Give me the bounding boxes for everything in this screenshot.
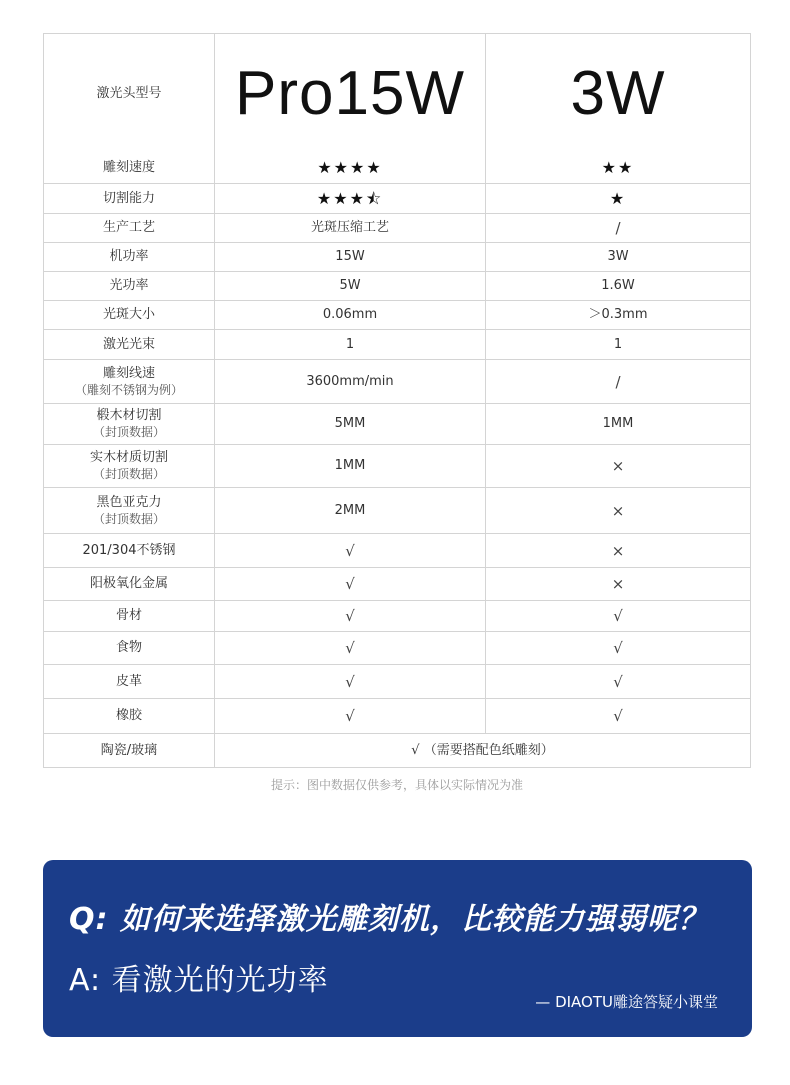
row-label: 椴木材切割 [96,408,162,423]
table-row [44,600,750,631]
pro15w-value: √ [215,534,486,567]
pro15w-value: 光斑压缩工艺 [215,214,486,242]
table-row [44,359,750,403]
pro15w-value: √ [215,568,486,600]
row-label-cell [44,153,215,183]
row-label-cell [44,601,215,631]
row-label: 光功率 [109,278,149,293]
3w-value: ★★ [601,158,635,177]
pro15w-value: 1 [215,330,486,359]
table-row [44,664,750,698]
table-row [44,183,750,213]
pro15w-value: √ [215,601,486,631]
row-label-cell [44,243,215,271]
table-row [44,300,750,329]
row-sublabel: （封顶数据） [92,511,165,526]
comparison-table [43,33,751,768]
model-3w: 3W [570,58,666,128]
disclaimer-note: 提示：图中数据仅供参考，具体以实际情况为准 [270,778,523,792]
table-row [44,153,750,183]
header-label: 激光头型号 [44,34,215,153]
3w-value: × [611,457,625,475]
answer-text: A: 看激光的光功率 [69,963,329,998]
row-label: 实木材质切割 [89,450,168,465]
pro15w-value: 15W [215,243,486,271]
pro15w-value: 5MM [215,404,486,444]
row-sublabel: （封顶数据） [92,425,165,439]
row-value-merged: √ （需要搭配色纸雕刻） [411,742,554,758]
qa-banner [43,860,752,1037]
row-label-cell [44,568,215,600]
pro15w-value: ★★★★ [215,153,486,183]
pro15w-value: √ [215,632,486,664]
3w-value: × [611,501,625,520]
row-label: 陶瓷/玻璃 [44,734,215,767]
row-label-cell [44,534,215,567]
row-label: 光斑大小 [102,307,155,322]
row-label-cell [44,445,215,487]
3w-value: √ [613,639,623,657]
row-label: 机功率 [109,249,149,264]
row-label-cell [44,184,215,213]
row-label: 黑色亚克力 [96,494,162,510]
3w-value: ★ [609,188,627,208]
row-label-cell [44,214,215,242]
pro15w-value: √ [215,699,486,733]
row-label: 生产工艺 [102,220,155,235]
table-row [44,567,750,600]
3w-value: √ [613,607,623,625]
row-label-cell [44,632,215,664]
question-text: Q: 如何来选择激光雕刻机，比较能力强弱呢？ [69,902,709,937]
row-label: 201/304不锈钢 [82,542,176,558]
row-sublabel: （雕刻不锈钢为例） [74,382,183,397]
ceramic-glass-row [44,733,750,767]
3w-value: √ [613,672,623,691]
3w-value: ＞0.3mm [588,307,648,322]
table-row [44,698,750,733]
row-label: 激光光束 [102,336,155,352]
3w-value: √ [613,707,623,725]
row-label-cell [44,272,215,300]
3w-value: 3W [607,249,629,264]
row-label-cell [44,699,215,733]
model-pro15w: Pro15W [215,34,486,153]
table-row [44,271,750,300]
table-row [44,444,750,487]
table-row [44,631,750,664]
pro15w-value: 2MM [215,488,486,533]
row-label: 阳极氧化金属 [89,576,168,591]
header-row [44,34,750,153]
row-label: 切割能力 [102,190,155,206]
pro15w-value: 5W [215,272,486,300]
row-label: 雕刻线速 [102,365,155,381]
table-row [44,213,750,242]
row-label: 雕刻速度 [102,160,155,175]
3w-value: 1.6W [601,278,635,293]
row-sublabel: （封顶数据） [92,467,165,481]
table-row [44,403,750,444]
row-label-cell [44,301,215,329]
row-label-cell [44,404,215,444]
row-label-cell [44,330,215,359]
table-row [44,242,750,271]
pro15w-value: 0.06mm [215,301,486,329]
signature: — DIAOTU雕途答疑小课堂 [535,993,718,1011]
pro15w-value: 1MM [215,445,486,487]
row-label-cell [44,665,215,698]
pro15w-value: √ [215,665,486,698]
row-label: 皮革 [115,673,142,689]
3w-value: 1 [613,336,623,352]
3w-value: / [615,219,621,237]
row-label-cell [44,360,215,403]
row-label-cell [44,488,215,533]
3w-value: × [611,541,625,560]
table-row [44,329,750,359]
table-row [44,533,750,567]
table-row [44,487,750,533]
row-label: 食物 [115,640,142,655]
row-label: 橡胶 [115,708,142,723]
3w-value: 1MM [602,416,634,431]
row-label: 骨材 [115,608,142,623]
3w-value: / [615,372,621,391]
pro15w-value: 3600mm/min [215,360,486,403]
3w-value: × [611,575,625,593]
pro15w-value: ★★★⯪ [215,184,486,213]
